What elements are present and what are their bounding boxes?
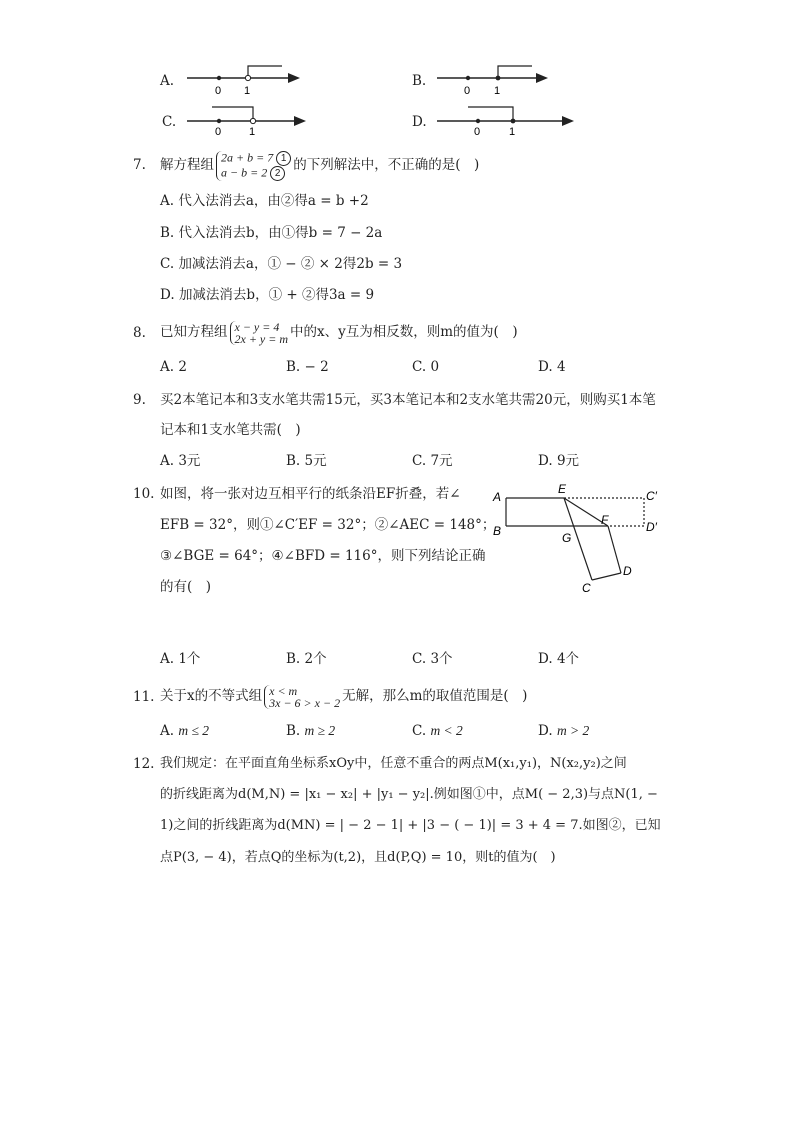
q8-option-d: D. 4 [538,359,566,375]
q10-line2: EFB = 32°，则①∠C′EF = 32°；②∠AEC = 148°； [160,517,496,533]
q8-option-a: A. 2 [160,359,187,375]
q6-option-d-numberline [432,101,582,137]
q9-option-b: B. 5元 [286,453,327,469]
q10-line4: 的有( ) [160,579,212,595]
q7-eq1-mark: 1 [276,151,291,166]
q6b-zero-tick: 0 [464,85,471,97]
q8-equation-system [230,321,289,345]
q10-option-d: D. 4个 [538,651,580,667]
q6d-zero-tick: 0 [474,126,481,137]
q8-eq1: x − y = 4 [234,319,280,334]
q7-option-a: A. 代入法消去a，由②得a = b +2 [160,193,369,209]
q7-option-d: D. 加减法消去b，① + ②得3a = 9 [160,287,375,303]
q6-option-c-label: C. [162,114,177,130]
fig-label-d: D [623,564,632,578]
q10-option-b: B. 2个 [286,651,327,667]
q6-option-b-label: B. [412,73,427,89]
q11-inequality-system [264,685,340,709]
q12-line4: 点P(3, − 4)，若点Q的坐标为(t,2)，且d(P,Q) = 10，则t的值为( ) [160,850,556,865]
q9-line1: 买2本笔记本和3支水笔共需15元，买3本笔记本和2支水笔共需20元，则购买1本笔 [160,392,656,408]
q12-line3: 1)之间的折线距离为d(MN) = | − 2 − 1| + |3 − ( − 1)| = 3 + 4 = 7.如图②，已知 [160,818,661,833]
q11-option-c: C. m < 2 [412,723,463,739]
fig-label-g: G [562,531,572,545]
q12-line2: 的折线距离为d(M,N) = |x₁ − x₂| + |y₁ − y₂|.例如图①中，点M( − 2,3)与点N(1, − [160,787,658,802]
q8-stem: 已知方程组 x − y = 4 2x + y = m 中的x、y互为相反数，则m的值为( ) [160,319,518,346]
q8-option-c: C. 0 [412,359,440,375]
q10-option-c: C. 3个 [412,651,453,667]
q6d-one-tick: 1 [509,126,516,137]
q9-number: 9. [133,392,146,408]
fig-label-f: F [601,513,609,527]
q11-option-a: A. m ≤ 2 [160,723,210,739]
q6-option-b-numberline [432,62,557,98]
q10-option-a: A. 1个 [160,651,201,667]
q6a-zero-tick: 0 [215,85,222,97]
q7-stem-suffix: 的下列解法中，不正确的是( ) [293,157,480,173]
q11-number: 11. [133,689,155,705]
q9-option-c: C. 7元 [412,453,453,469]
q7-option-b: B. 代入法消去b，由①得b = 7 − 2a [160,225,383,241]
q7-eq1: 2a + b = 7 [221,149,274,164]
fig-label-d-prime: D′ [646,520,657,534]
q6c-zero-tick: 0 [215,126,222,137]
q9-option-a: A. 3元 [160,453,201,469]
q10-fold-figure [488,480,668,598]
q7-number: 7. [133,157,146,173]
q11-option-b: B. m ≥ 2 [286,723,336,739]
q6-option-d-label: D. [412,114,427,130]
q11-option-d: D. m > 2 [538,723,590,739]
fig-label-b: B [493,524,502,538]
fig-label-c-prime: C′ [646,489,657,503]
q6-option-c-numberline [182,101,312,137]
q12-number: 12. [133,756,155,772]
q6a-one-tick: 1 [244,85,251,97]
q8-option-b: B. − 2 [286,359,329,375]
q6-option-a-numberline [182,62,307,98]
q10-line3: ③∠BGE = 64°；④∠BFD = 116°，则下列结论正确 [160,548,486,564]
q7-stem-prefix: 解方程组 [160,157,214,173]
q7-equation-system [216,151,291,181]
q7-stem [160,145,479,185]
q9-option-d: D. 9元 [538,453,580,469]
q9-line2: 记本和1支水笔共需( ) [160,422,301,438]
q7-eq2-mark: 2 [270,166,285,181]
q8-eq2: 2x + y = m [234,331,289,346]
fig-label-e: E [558,482,567,496]
q12-line1: 我们规定：在平面直角坐标系xOy中，任意不重合的两点M(x₁,y₁)，N(x₂,y₂)之间 [160,756,627,771]
q11-ineq2: 3x − 6 > x − 2 [269,695,341,710]
q11-ineq1: x < m [269,683,298,698]
q6b-one-tick: 1 [494,85,501,97]
q8-number: 8. [133,325,146,341]
q6c-one-tick: 1 [249,126,256,137]
q7-eq2: a − b = 2 [221,164,268,179]
q7-option-c: C. 加减法消去a，① − ② × 2得2b = 3 [160,256,403,272]
fig-label-a: A [493,490,502,504]
fig-label-c: C [582,581,591,595]
q10-line1: 如图，将一张对边互相平行的纸条沿EF折叠，若∠ [160,486,461,502]
q6-option-a-label: A. [160,73,175,89]
q10-number: 10. [133,486,155,502]
q11-stem: 关于x的不等式组 x < m 3x − 6 > x − 2 无解，那么m的取值范围是( ) [160,683,528,710]
